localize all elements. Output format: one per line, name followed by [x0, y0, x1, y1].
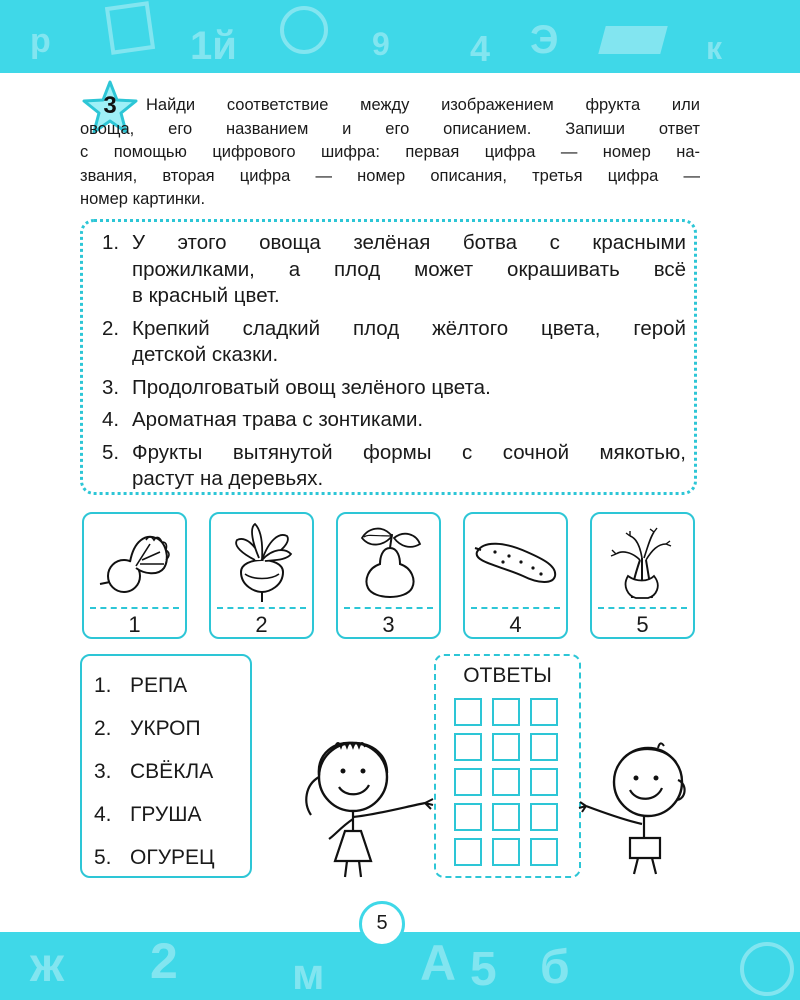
name-item	[94, 836, 215, 879]
description-line: Ароматная трава с зонтиками.	[132, 408, 424, 431]
name-number: 5.	[94, 846, 112, 869]
name-label: ОГУРЕЦ	[130, 846, 215, 869]
decor-letter: м	[292, 950, 325, 999]
page-number: 5	[376, 912, 388, 934]
task-instruction	[80, 94, 700, 212]
description-item	[102, 375, 686, 402]
card-divider	[217, 607, 306, 609]
name-label: УКРОП	[130, 717, 201, 740]
description-item	[102, 316, 686, 369]
answer-cell[interactable]	[530, 768, 558, 796]
bottom-decor-band	[0, 932, 800, 1000]
description-item	[102, 230, 686, 310]
decor-letter: р	[30, 22, 51, 60]
instruction-line: звания, вторая цифра — номер описания, третья цифра —	[80, 166, 700, 185]
description-item	[102, 407, 686, 434]
description-line: Продолговатый овощ зелёного цвета.	[132, 375, 491, 399]
decor-letter: А	[420, 935, 457, 991]
decor-letter: ж	[30, 939, 65, 992]
girl-doodle-icon	[295, 735, 435, 880]
card-divider	[90, 607, 179, 609]
beet-icon	[84, 514, 185, 604]
decor-digit: 2	[150, 933, 178, 989]
decor-letter: б	[540, 941, 570, 994]
instruction-line: овоща, его названием и его описанием. Запиши ответ	[80, 119, 700, 138]
description-number: 1.	[102, 231, 120, 254]
boy-doodle-icon	[578, 740, 698, 880]
answer-cell[interactable]	[454, 698, 482, 726]
cucumber-icon	[465, 514, 566, 604]
answer-cell[interactable]	[454, 803, 482, 831]
name-number: 3.	[94, 760, 112, 783]
description-line: У этого овоща зелёная ботва с красными	[132, 231, 686, 254]
decor-digit: 4	[470, 28, 491, 69]
decor-digit: 5	[470, 943, 497, 996]
answer-cell[interactable]	[530, 733, 558, 761]
picture-number: 1	[128, 612, 141, 637]
answer-cell[interactable]	[454, 838, 482, 866]
picture-card	[336, 512, 441, 639]
picture-card	[82, 512, 187, 639]
description-number: 5.	[102, 440, 120, 464]
description-number: 3.	[102, 375, 120, 399]
description-number: 2.	[102, 316, 120, 340]
description-line: детской сказки.	[132, 343, 279, 366]
name-item	[94, 664, 215, 707]
description-line: растут на деревьях.	[132, 467, 324, 490]
decor-digit: 1й	[190, 24, 237, 68]
card-divider	[598, 607, 687, 609]
description-line: в красный цвет.	[132, 284, 280, 307]
answer-cell[interactable]	[492, 733, 520, 761]
description-number: 4.	[102, 408, 120, 431]
answer-cell[interactable]	[492, 803, 520, 831]
name-item	[94, 750, 215, 793]
answer-cell[interactable]	[492, 838, 520, 866]
picture-number: 4	[509, 612, 522, 637]
name-label: РЕПА	[130, 674, 188, 697]
answer-cell[interactable]	[454, 768, 482, 796]
answer-cell[interactable]	[530, 803, 558, 831]
descriptions-list	[102, 230, 686, 499]
card-divider	[471, 607, 560, 609]
names-list	[94, 664, 215, 879]
picture-number: 2	[255, 612, 268, 637]
name-number: 2.	[94, 717, 112, 740]
name-label: СВЁКЛА	[130, 760, 214, 783]
decor-circle	[280, 6, 328, 54]
decor-square	[105, 1, 155, 55]
picture-card	[463, 512, 568, 639]
picture-card	[590, 512, 695, 639]
decor-digit: 9	[372, 26, 390, 62]
name-number: 1.	[94, 674, 112, 697]
answers-title: ОТВЕТЫ	[463, 664, 552, 687]
decor-letter: Э	[530, 18, 559, 62]
answer-cell[interactable]	[530, 698, 558, 726]
answer-cell[interactable]	[492, 768, 520, 796]
name-number: 4.	[94, 803, 112, 826]
description-line: Крепкий сладкий плод жёлтого цвета, герой	[132, 316, 686, 340]
description-line: прожилками, а плод может окрашивать всё	[132, 257, 686, 281]
picture-number: 3	[382, 612, 395, 637]
instruction-line: номер картинки.	[80, 190, 206, 208]
description-line: Фрукты вытянутой формы с сочной мякотью,	[132, 440, 686, 464]
name-label: ГРУША	[130, 803, 202, 826]
decor-letter: к	[706, 30, 723, 66]
turnip-icon	[211, 514, 312, 604]
name-item	[94, 707, 215, 750]
picture-card	[209, 512, 314, 639]
answer-cell[interactable]	[530, 838, 558, 866]
description-item	[102, 440, 686, 493]
answer-cell[interactable]	[492, 698, 520, 726]
task-number: 3	[103, 92, 117, 119]
decor-book	[598, 26, 668, 54]
picture-number: 5	[636, 612, 649, 637]
card-divider	[344, 607, 433, 609]
instruction-line: Найди соответствие между изображением фрукта или	[146, 96, 700, 114]
decor-circle	[740, 942, 794, 996]
pear-icon	[338, 514, 439, 604]
answer-cell[interactable]	[454, 733, 482, 761]
name-item	[94, 793, 215, 836]
dill-icon	[592, 514, 693, 604]
instruction-line: с помощью цифрового шифра: первая цифра — номер на-	[80, 143, 700, 161]
top-decor-band	[0, 0, 800, 73]
